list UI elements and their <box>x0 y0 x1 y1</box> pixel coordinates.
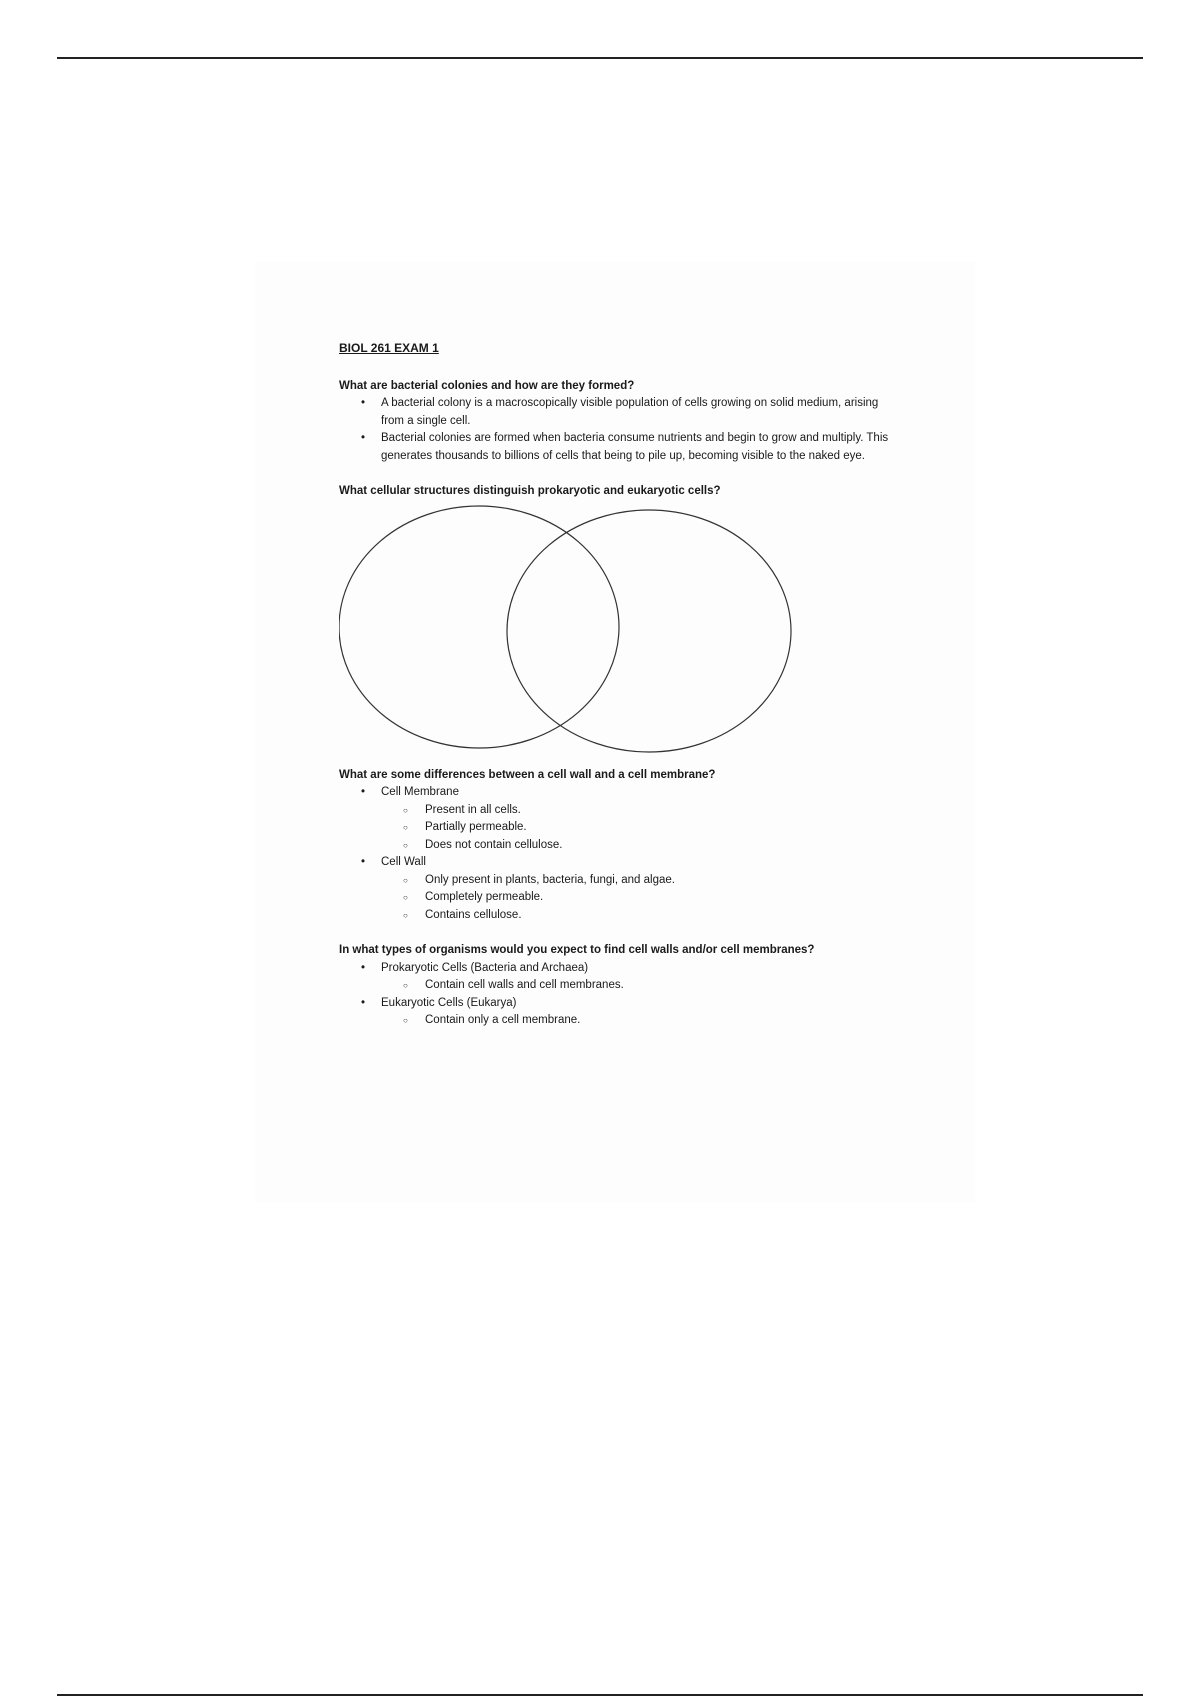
sub-list-item: ○ Contain cell walls and cell membranes. <box>339 977 899 995</box>
venn-circle-left <box>339 506 619 748</box>
list-item: • Bacterial colonies are formed when bacteria consume nutrients and begin to grow and multiply. This generates thousands to billions of cells that being to pile up, becoming visible to the naked eye. <box>339 430 899 465</box>
venn-circle-right <box>507 510 791 752</box>
question-heading: What are some differences between a cell wall and a cell membrane? <box>339 768 716 781</box>
section-wall-vs-membrane <box>339 767 899 925</box>
list-item: • Prokaryotic Cells (Bacteria and Archaea) <box>339 960 899 978</box>
bullet-list <box>339 395 899 465</box>
document-content <box>339 340 899 1048</box>
list-item: • Eukaryotic Cells (Eukarya) <box>339 995 899 1013</box>
section-organism-types <box>339 942 899 1030</box>
question-heading: What are bacterial colonies and how are they formed? <box>339 379 635 392</box>
sub-list-item: ○ Completely permeable. <box>339 889 899 907</box>
sub-list-item: ○ Present in all cells. <box>339 802 899 820</box>
question-heading: In what types of organisms would you expect to find cell walls and/or cell membranes? <box>339 944 815 956</box>
sub-list-item: ○ Partially permeable. <box>339 819 899 837</box>
sub-list-item: ○ Contain only a cell membrane. <box>339 1012 899 1030</box>
sub-list-item: ○ Does not contain cellulose. <box>339 837 899 855</box>
bullet-list <box>339 784 899 924</box>
venn-diagram <box>339 505 799 755</box>
list-item: • Cell Wall <box>339 854 899 872</box>
sub-list-item: ○ Contains cellulose. <box>339 907 899 925</box>
section-bacterial-colonies <box>339 378 899 466</box>
section-cellular-structures <box>339 483 899 755</box>
list-item: • Cell Membrane <box>339 784 899 802</box>
top-rule <box>57 57 1143 59</box>
sub-list-item: ○ Only present in plants, bacteria, fungi, and algae. <box>339 872 899 890</box>
bottom-rule <box>57 1694 1143 1696</box>
document-title: BIOL 261 EXAM 1 <box>339 341 439 355</box>
question-heading: What cellular structures distinguish prokaryotic and eukaryotic cells? <box>339 485 721 497</box>
list-item: • A bacterial colony is a macroscopically visible population of cells growing on solid medium, arising from a single cell. <box>339 395 899 430</box>
bullet-list <box>339 960 899 1030</box>
